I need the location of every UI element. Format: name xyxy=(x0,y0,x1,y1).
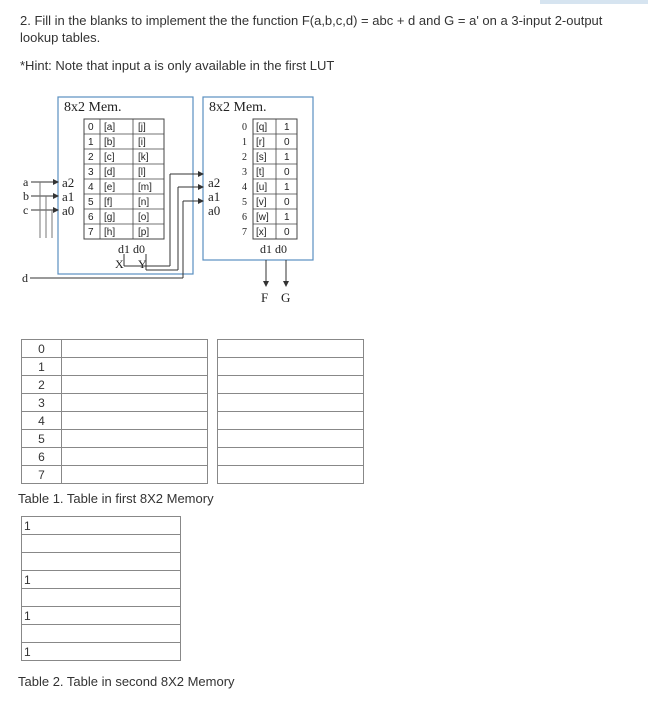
lut1-input-a2: a2 xyxy=(62,175,75,190)
lut2-cell-left: [x] xyxy=(256,227,267,238)
table-1-index: 6 xyxy=(22,448,62,466)
table-1-row xyxy=(22,376,364,394)
table-1-gap xyxy=(208,412,218,430)
table-1-index: 3 xyxy=(22,394,62,412)
lut2-cell-right: 0 xyxy=(284,167,290,178)
lut2-cell-right: 0 xyxy=(284,137,290,148)
lut2-outputs: d1 d0 xyxy=(260,242,287,256)
lut2-cell-right: 1 xyxy=(284,152,290,163)
table-1-gap xyxy=(208,376,218,394)
table-2-cell[interactable]: 1 xyxy=(22,571,181,589)
lut1-cell-right: [j] xyxy=(138,122,146,133)
table-1-caption: Table 1. Table in first 8X2 Memory xyxy=(18,491,214,506)
table-1-row xyxy=(22,448,364,466)
table-1-cell-b[interactable] xyxy=(218,448,364,466)
lut2-cell-left: [r] xyxy=(256,137,265,148)
table-2-row xyxy=(22,517,181,535)
lut2-input-a0: a0 xyxy=(208,203,221,218)
lut1-cell-left: [h] xyxy=(104,227,116,238)
lut1-cell-left: [e] xyxy=(104,182,116,193)
lut1-address: 7 xyxy=(88,227,94,238)
table-1-index: 2 xyxy=(22,376,62,394)
table-2-cell[interactable] xyxy=(22,535,181,553)
lut1-cell-left: [a] xyxy=(104,122,116,133)
table-2-row xyxy=(22,625,181,643)
table-1-cell-a[interactable] xyxy=(62,430,208,448)
table-1-cell-a[interactable] xyxy=(62,376,208,394)
ext-input-c: c xyxy=(23,203,29,217)
table-1-row xyxy=(22,466,364,484)
lut2-address: 1 xyxy=(242,137,247,148)
table-1-gap xyxy=(208,358,218,376)
table-1-row xyxy=(22,412,364,430)
table-2-cell[interactable] xyxy=(22,553,181,571)
table-1-cell-b[interactable] xyxy=(218,412,364,430)
lut2-cell-right: 0 xyxy=(284,227,290,238)
table-1-row xyxy=(22,430,364,448)
table-1-cell-a[interactable] xyxy=(62,448,208,466)
table-2-row xyxy=(22,589,181,607)
table-1-cell-b[interactable] xyxy=(218,430,364,448)
lut1-input-a0: a0 xyxy=(62,203,75,218)
lut2-title: 8x2 Mem. xyxy=(209,100,267,115)
lut1-out-x: X xyxy=(115,257,124,271)
table-1-cell-a[interactable] xyxy=(62,358,208,376)
lut2-cell-left: [s] xyxy=(256,152,267,163)
lut2-cell-left: [t] xyxy=(256,167,265,178)
lut1-cell-right: [m] xyxy=(138,182,152,193)
table-2-cell[interactable] xyxy=(22,589,181,607)
lut1-cell-right: [n] xyxy=(138,197,150,208)
lut-diagram xyxy=(20,94,320,314)
lut1-outputs: d1 d0 xyxy=(118,242,145,256)
lut2-cell-right: 1 xyxy=(284,212,290,223)
lut1-cell-right: [p] xyxy=(138,227,150,238)
lut1-cell-left: [f] xyxy=(104,197,113,208)
lut1-cell-left: [g] xyxy=(104,212,116,223)
table-1 xyxy=(21,339,364,484)
lut2-input-a1: a1 xyxy=(208,189,221,204)
table-1-cell-a[interactable] xyxy=(62,466,208,484)
table-2-cell[interactable]: 1 xyxy=(22,643,181,661)
lut2-address: 2 xyxy=(242,152,247,163)
lut2-address: 7 xyxy=(242,227,247,238)
table-1-row xyxy=(22,394,364,412)
lut1-address: 6 xyxy=(88,212,94,223)
table-1-cell-a[interactable] xyxy=(62,394,208,412)
table-1-cell-a[interactable] xyxy=(62,412,208,430)
lut1-cell-left: [b] xyxy=(104,137,116,148)
lut1-cell-right: [l] xyxy=(138,167,146,178)
table-2-caption: Table 2. Table in second 8X2 Memory xyxy=(18,674,235,689)
table-1-index: 0 xyxy=(22,340,62,358)
table-2-row xyxy=(22,571,181,589)
table-1-gap xyxy=(208,448,218,466)
table-1-index: 5 xyxy=(22,430,62,448)
lut1-address: 0 xyxy=(88,122,94,133)
table-2-row xyxy=(22,553,181,571)
lut2-out-g: G xyxy=(281,290,291,305)
lut1-address: 5 xyxy=(88,197,94,208)
lut1-cell-left: [c] xyxy=(104,152,115,163)
lut1-cell-right: [o] xyxy=(138,212,150,223)
table-1-gap xyxy=(208,340,218,358)
table-1-index: 7 xyxy=(22,466,62,484)
table-2 xyxy=(21,516,181,661)
lut2-cell-left: [u] xyxy=(256,182,268,193)
table-2-cell[interactable]: 1 xyxy=(22,517,181,535)
table-1-cell-b[interactable] xyxy=(218,376,364,394)
lut2-address: 5 xyxy=(242,197,247,208)
lut1-title: 8x2 Mem. xyxy=(64,100,122,115)
lut2-input-a2: a2 xyxy=(208,175,221,190)
table-1-row xyxy=(22,358,364,376)
lut1-address: 4 xyxy=(88,182,94,193)
table-1-gap xyxy=(208,466,218,484)
table-2-row xyxy=(22,607,181,625)
hint-text: *Hint: Note that input a is only available in the first LUT xyxy=(20,58,335,73)
table-2-row xyxy=(22,535,181,553)
table-1-gap xyxy=(208,394,218,412)
lut1-cell-left: [d] xyxy=(104,167,116,178)
ext-input-d: d xyxy=(22,271,28,285)
lut1-address: 2 xyxy=(88,152,94,163)
lut1-address: 1 xyxy=(88,137,94,148)
table-1-cell-b[interactable] xyxy=(218,394,364,412)
ext-input-b: b xyxy=(23,189,29,203)
table-1-cell-b[interactable] xyxy=(218,466,364,484)
lut1-out-y: Y xyxy=(138,257,147,271)
table-1-row xyxy=(22,340,364,358)
table-1-index: 4 xyxy=(22,412,62,430)
table-1-cell-b[interactable] xyxy=(218,340,364,358)
lut2-address: 6 xyxy=(242,212,247,223)
table-2-cell[interactable]: 1 xyxy=(22,607,181,625)
lut1-address: 3 xyxy=(88,167,94,178)
lut2-out-f: F xyxy=(261,290,269,305)
question-text: 2. Fill in the blanks to implement the the function F(a,b,c,d) = abc + d and G = a' on a 3-input 2-output lookup tables. xyxy=(20,13,603,45)
top-accent-bar xyxy=(540,0,648,4)
lut2-address: 0 xyxy=(242,122,247,133)
table-1-cell-a[interactable] xyxy=(62,340,208,358)
table-1-index: 1 xyxy=(22,358,62,376)
lut2-cell-left: [q] xyxy=(256,122,268,133)
lut2-cell-right: 0 xyxy=(284,197,290,208)
table-1-cell-b[interactable] xyxy=(218,358,364,376)
lut2-cell-right: 1 xyxy=(284,122,290,133)
table-1-gap xyxy=(208,430,218,448)
lut2-cell-left: [v] xyxy=(256,197,267,208)
lut1-cell-right: [i] xyxy=(138,137,146,148)
lut1-cell-right: [k] xyxy=(138,152,149,163)
lut2-cell-right: 1 xyxy=(284,182,290,193)
lut2-address: 4 xyxy=(242,182,247,193)
lut2-address: 3 xyxy=(242,167,247,178)
table-2-row xyxy=(22,643,181,661)
lut1-input-a1: a1 xyxy=(62,189,75,204)
table-2-cell[interactable] xyxy=(22,625,181,643)
lut2-cell-left: [w] xyxy=(256,212,269,223)
ext-input-a: a xyxy=(23,175,29,189)
